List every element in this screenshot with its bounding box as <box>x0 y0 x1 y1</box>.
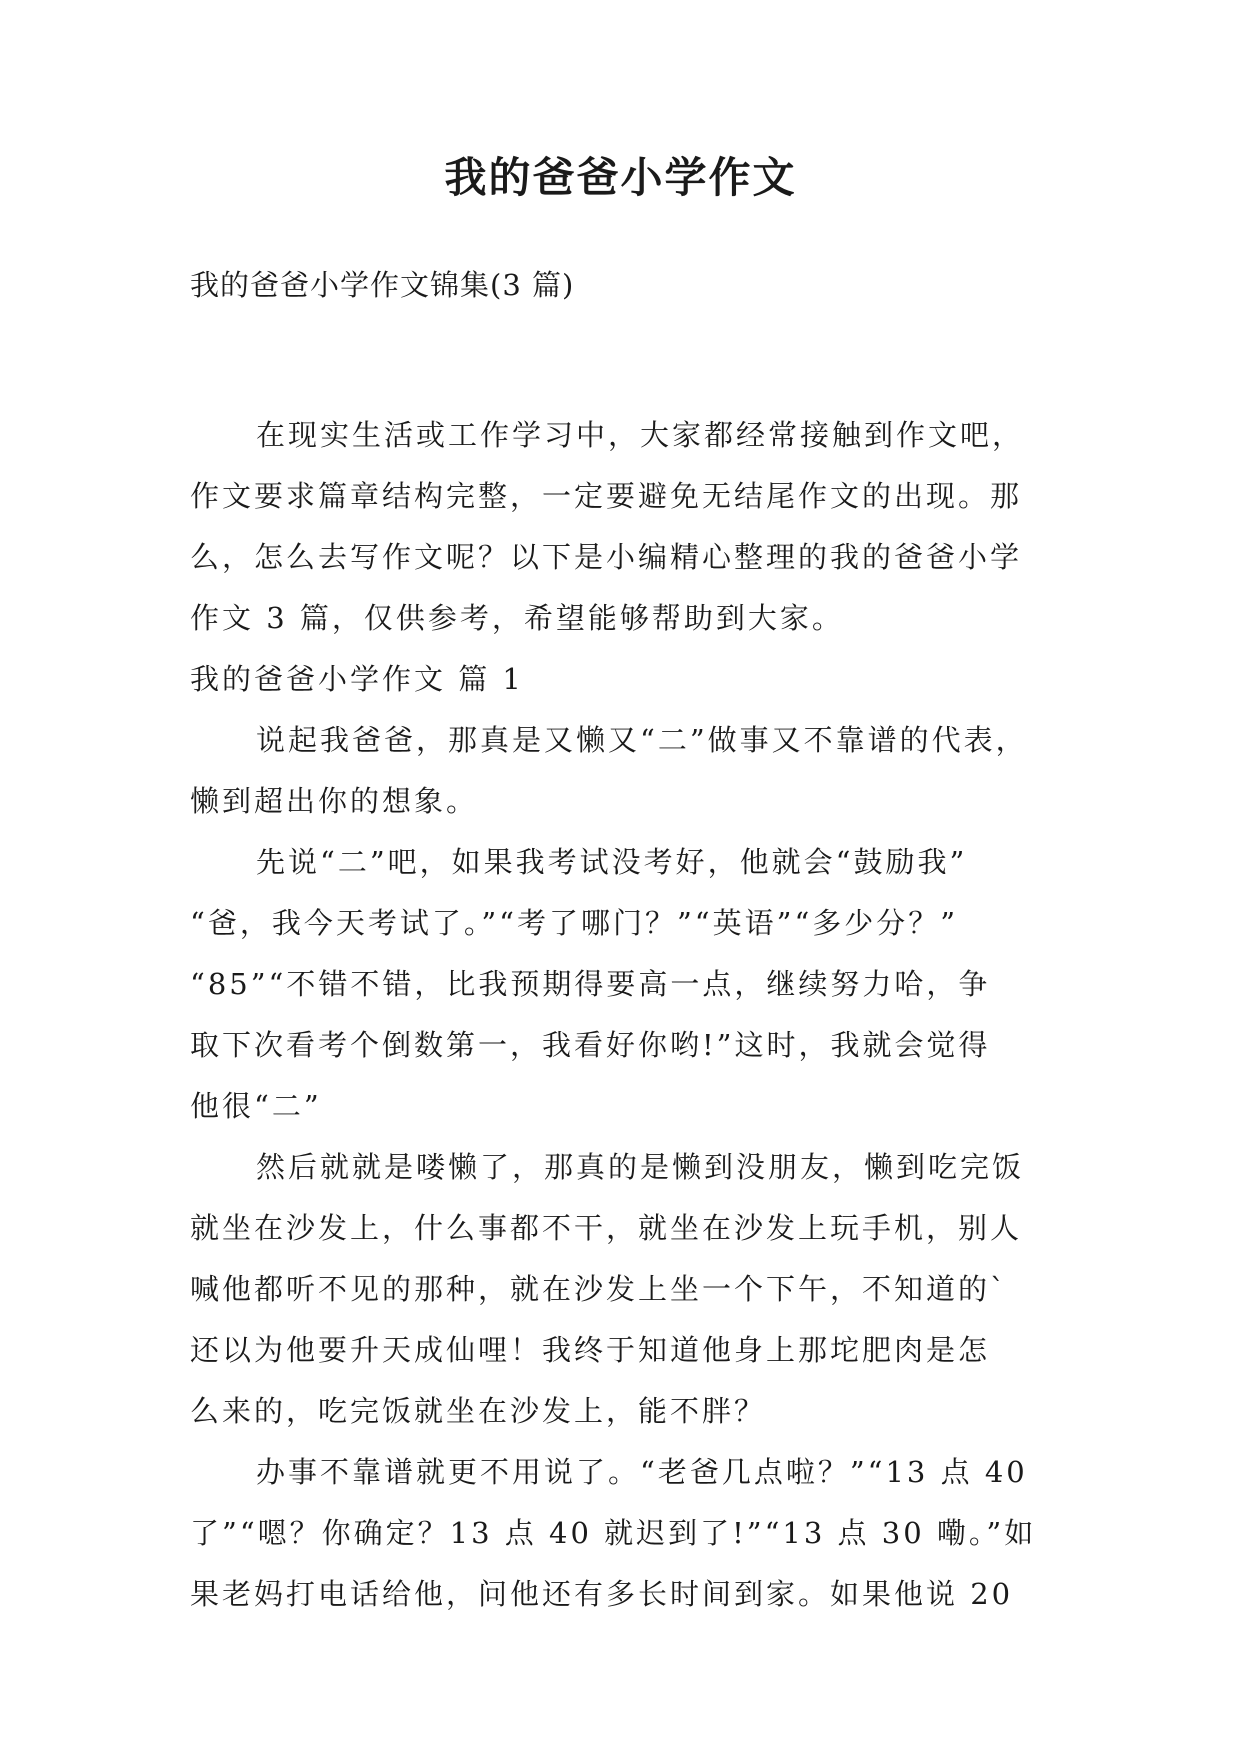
text-line: 还以为他要升天成仙哩！我终于知道他身上那坨肥肉是怎 <box>190 1333 991 1367</box>
document-subtitle: 我的爸爸小学作文锦集(3 篇) <box>190 268 575 302</box>
text-line: 么，怎么去写作文呢？以下是小编精心整理的我的爸爸小学 <box>190 540 1023 574</box>
document-body <box>190 405 1060 1625</box>
text-line: 然后就就是喽懒了，那真的是懒到没朋友，懒到吃完饭 <box>256 1150 1025 1184</box>
text-line: 取下次看考个倒数第一，我看好你哟!”这时，我就会觉得 <box>190 1028 991 1062</box>
essay-paragraph-1 <box>190 710 1060 832</box>
text-line: 懒到超出你的想象。 <box>190 784 479 818</box>
text-line: 先说“二”吧，如果我考试没考好，他就会“鼓励我” <box>256 845 968 879</box>
text-line: 作文 3 篇，仅供参考，希望能够帮助到大家。 <box>190 601 844 635</box>
essay-paragraph-4 <box>190 1442 1060 1625</box>
text-line: “85”“不错不错，比我预期得要高一点，继续努力哈，争 <box>190 967 991 1001</box>
text-line: 办事不靠谱就更不用说了。“老爸几点啦？”“13 点 40 <box>256 1455 1028 1489</box>
document-title: 我的爸爸小学作文 <box>444 153 797 202</box>
essay-paragraph-2 <box>190 832 1060 1137</box>
text-line: 他很“二” <box>190 1089 322 1123</box>
text-line: 在现实生活或工作学习中，大家都经常接触到作文吧， <box>256 418 1025 452</box>
text-line: 作文要求篇章结构完整，一定要避免无结尾作文的出现。那 <box>190 479 1023 513</box>
text-line: 说起我爸爸，那真是又懒又“二”做事又不靠谱的代表， <box>256 723 1028 757</box>
text-line: 喊他都听不见的那种，就在沙发上坐一个下午，不知道的` <box>190 1272 1008 1306</box>
text-line: 就坐在沙发上，什么事都不干，就坐在沙发上玩手机，别人 <box>190 1211 1023 1245</box>
section-heading: 我的爸爸小学作文 篇 1 <box>190 662 524 696</box>
text-line: “爸，我今天考试了。”“考了哪门？”“英语”“多少分？” <box>190 906 959 940</box>
essay-paragraph-3 <box>190 1137 1060 1442</box>
text-line: 么来的，吃完饭就坐在沙发上，能不胖？ <box>190 1394 767 1428</box>
text-line: 了”“嗯？你确定？13 点 40 就迟到了!”“13 点 30 嘞。”如 <box>190 1516 1037 1550</box>
intro-paragraph <box>190 405 1060 649</box>
text-line: 果老妈打电话给他，问他还有多长时间到家。如果他说 20 <box>190 1577 1014 1611</box>
